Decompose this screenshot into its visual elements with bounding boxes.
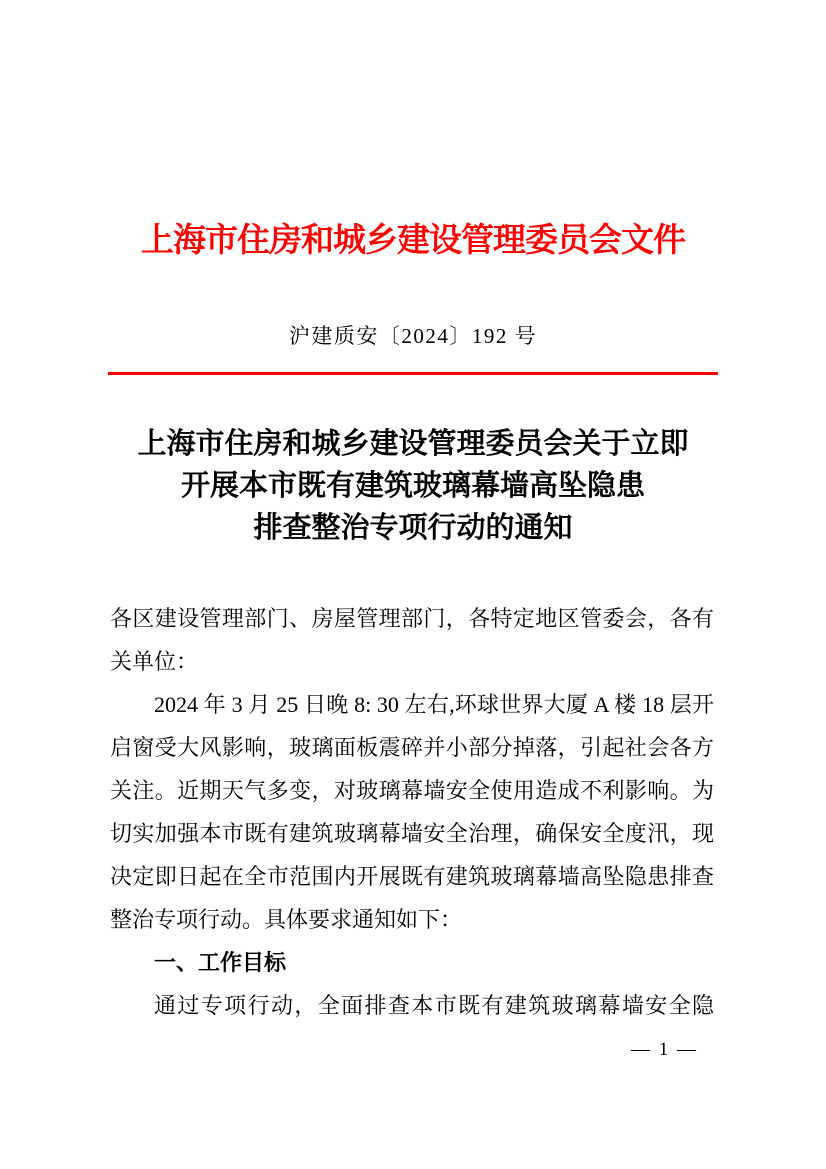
document-header-org-title: 上海市住房和城乡建设管理委员会文件 xyxy=(141,223,685,259)
document-title xyxy=(0,423,826,549)
document-title-line-3: 排查整治专项行动的通知 xyxy=(253,512,573,544)
section-1-paragraph: 通过专项行动，全面排查本市既有建筑玻璃幕墙安全隐 xyxy=(154,993,714,1018)
salutation-line: 各区建设管理部门、房屋管理部门，各特定地区管委会，各有关单位： xyxy=(110,606,714,674)
document-body xyxy=(110,597,714,1027)
red-divider-line xyxy=(108,372,718,375)
document-title-line-2: 开展本市既有建筑玻璃幕墙高坠隐患 xyxy=(180,470,645,502)
document-title-line-1: 上海市住房和城乡建设管理委员会关于立即 xyxy=(137,428,689,460)
page-number: — 1 — xyxy=(631,1039,698,1060)
background-paragraph: 2024 年 3 月 25 日晚 8: 30 左右,环球世界大厦 A 楼 18 层开启窗受大风影响，玻璃面板震碎并小部分掉落，引起社会各方关注。近期天气多变，对玻璃幕墙安全使用造成不利影响。为切实加强本市既有建筑玻璃幕墙安全治理，确保安全度汛，现决定即日起在全市范围内开展既有建筑玻璃幕墙高坠隐患排查整治专项行动。具体要求通知如下： xyxy=(110,692,714,932)
section-1-heading: 一、工作目标 xyxy=(154,950,287,975)
document-number: 沪建质安〔2024〕192 号 xyxy=(288,324,538,348)
